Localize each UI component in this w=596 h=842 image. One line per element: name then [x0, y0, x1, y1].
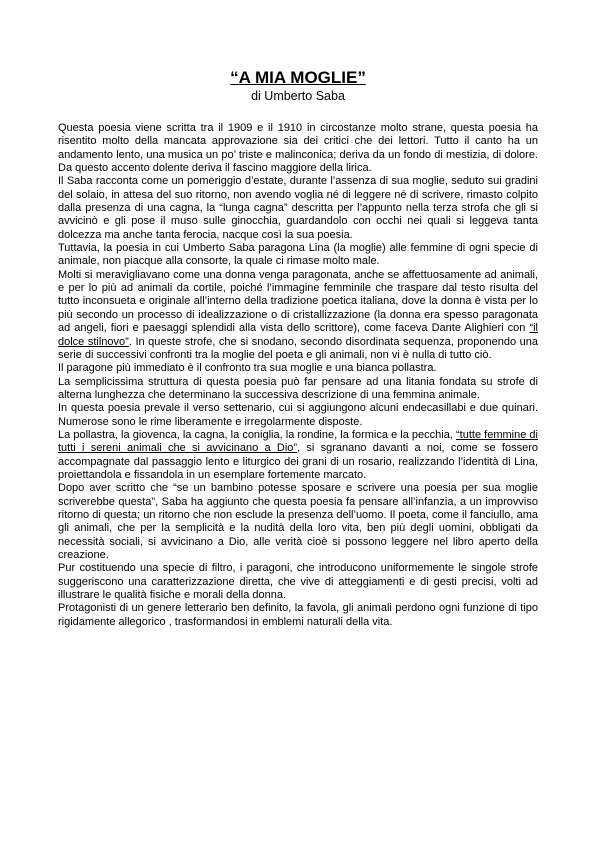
paragraph-text: . In queste strofe, che si snodano, secondo disordinata sequenza, proponendo una serie di successivi confronti tra la moglie del poeta e gli animali, non vi è nulla di tutto ciò. — [58, 335, 538, 361]
paragraph: In questa poesia prevale il verso settenario, cui si aggiungono alcuni endecasillabi e due quinari. Numerose sono le rime liberamente e irregolarmente disposte. — [58, 402, 538, 428]
paragraph — [58, 269, 538, 362]
underlined-quote: “il dolce stilnovo” — [58, 322, 538, 348]
paragraph: Tuttavia, la poesia in cui Umberto Saba paragona Lina (la moglie) alle femmine di ogni specie di animale, non piacque alla consorte, la quale ci rimase molto male. — [58, 242, 538, 268]
paragraph-text: , si sgranano davanti a noi, come se fossero accompagnate dal passaggio lento e liturgico dei grani di un rosario, realizzando l’identità di Lina, proiettandola e fissandola in un esemplare fortemente marcato. — [58, 442, 539, 481]
document-title: “A MIA MOGLIE” — [230, 68, 366, 87]
underlined-quote: “tutte femmine di tutti i sereni animali che si avvicinano a Dio” — [58, 428, 538, 455]
paragraph: Questa poesia viene scritta tra il 1909 e il 1910 in circostanze molto strane, questa poesia ha risentito molto della mancata approvazione sia dei critici che dei lettori. Tutto il canto ha un andamento lento, una musica un po’ triste e malinconica; deriva da un fondo di mestizia, di dolore. Da questo accento dolente deriva il fascino maggiore della lirica. — [58, 122, 538, 175]
document-subtitle: di Umberto Saba — [251, 89, 345, 103]
paragraph: La semplicissima struttura di questa poesia può far pensare ad una litania fondata su strofe di alterna lunghezza che determinano la successiva descrizione di una femmina animale. — [58, 375, 538, 401]
paragraph-text: Molti si meravigliavano come una donna venga paragonata, anche se affettuosamente ad animali, e per lo più ad animali da cortile, poiché l’immagine femminile che traspare dal testo risulta del tutto inconsueta e originale all’interno della tradizione poetica italiana, dove la donna è vista per lo più secondo un processo di idealizzazione o di cristallizzazione (la donna era spesso paragonata ad angeli, fiori e paesaggi splendidi alla vista dello scrittore), come faceva Dante Alighieri con — [58, 268, 538, 335]
document-body — [58, 122, 538, 629]
paragraph: Pur costituendo una specie di filtro, i paragoni, che introducono uniformemente le singole strofe suggeriscono una caratterizzazione diretta, che vive di atteggiamenti e di gesti precisi, volti ad illustrare le qualità fisiche e morali della donna. — [58, 562, 538, 602]
paragraph: Dopo aver scritto che “se un bambino potesse sposare e scrivere una poesia per sua moglie scriverebbe questa”, Saba ha aggiunto che questa poesia fa pensare all’infanzia, a un improvviso ritorno di questa; un ritorno che non esclude la presenza dell’uomo. Il poeta, come il fanciullo, ama gli animali, che per la semplicità e la nudità della loro vita, ben più degli uomini, obbligati da necessità sociali, si avvicinano a Dio, alle verità cioè si possono leggere nel libro aperto della creazione. — [58, 482, 538, 561]
paragraph: Protagonisti di un genere letterario ben definito, la favola, gli animali perdono ogni funzione di tipo rigidamente allegorico , trasformandosi in emblemi naturali della vita. — [58, 602, 538, 628]
paragraph: Il Saba racconta come un pomeriggio d’estate, durante l’assenza di sua moglie, seduto sui gradini del solaio, in attesa del suo ritorno, non avendo voglia né di leggere né di scrivere, rimasto colpito dalla presenza di una cagna, la “lunga cagna” descritta per l’appunto nella terza strofa che gli si avvicinò e gli pose il muso sulle ginocchia, guardandolo con occhi nei quali si leggeva tanta dolcezza ma anche tanta ferocia, nacque così la sua poesia. — [58, 175, 538, 241]
paragraph-text: La pollastra, la giovenca, la cagna, la coniglia, la rondine, la formica e la pecchia, — [58, 428, 456, 441]
paragraph: Il paragone più immediato è il confronto tra sua moglie e una bianca pollastra. — [58, 362, 437, 375]
paragraph — [58, 429, 538, 482]
